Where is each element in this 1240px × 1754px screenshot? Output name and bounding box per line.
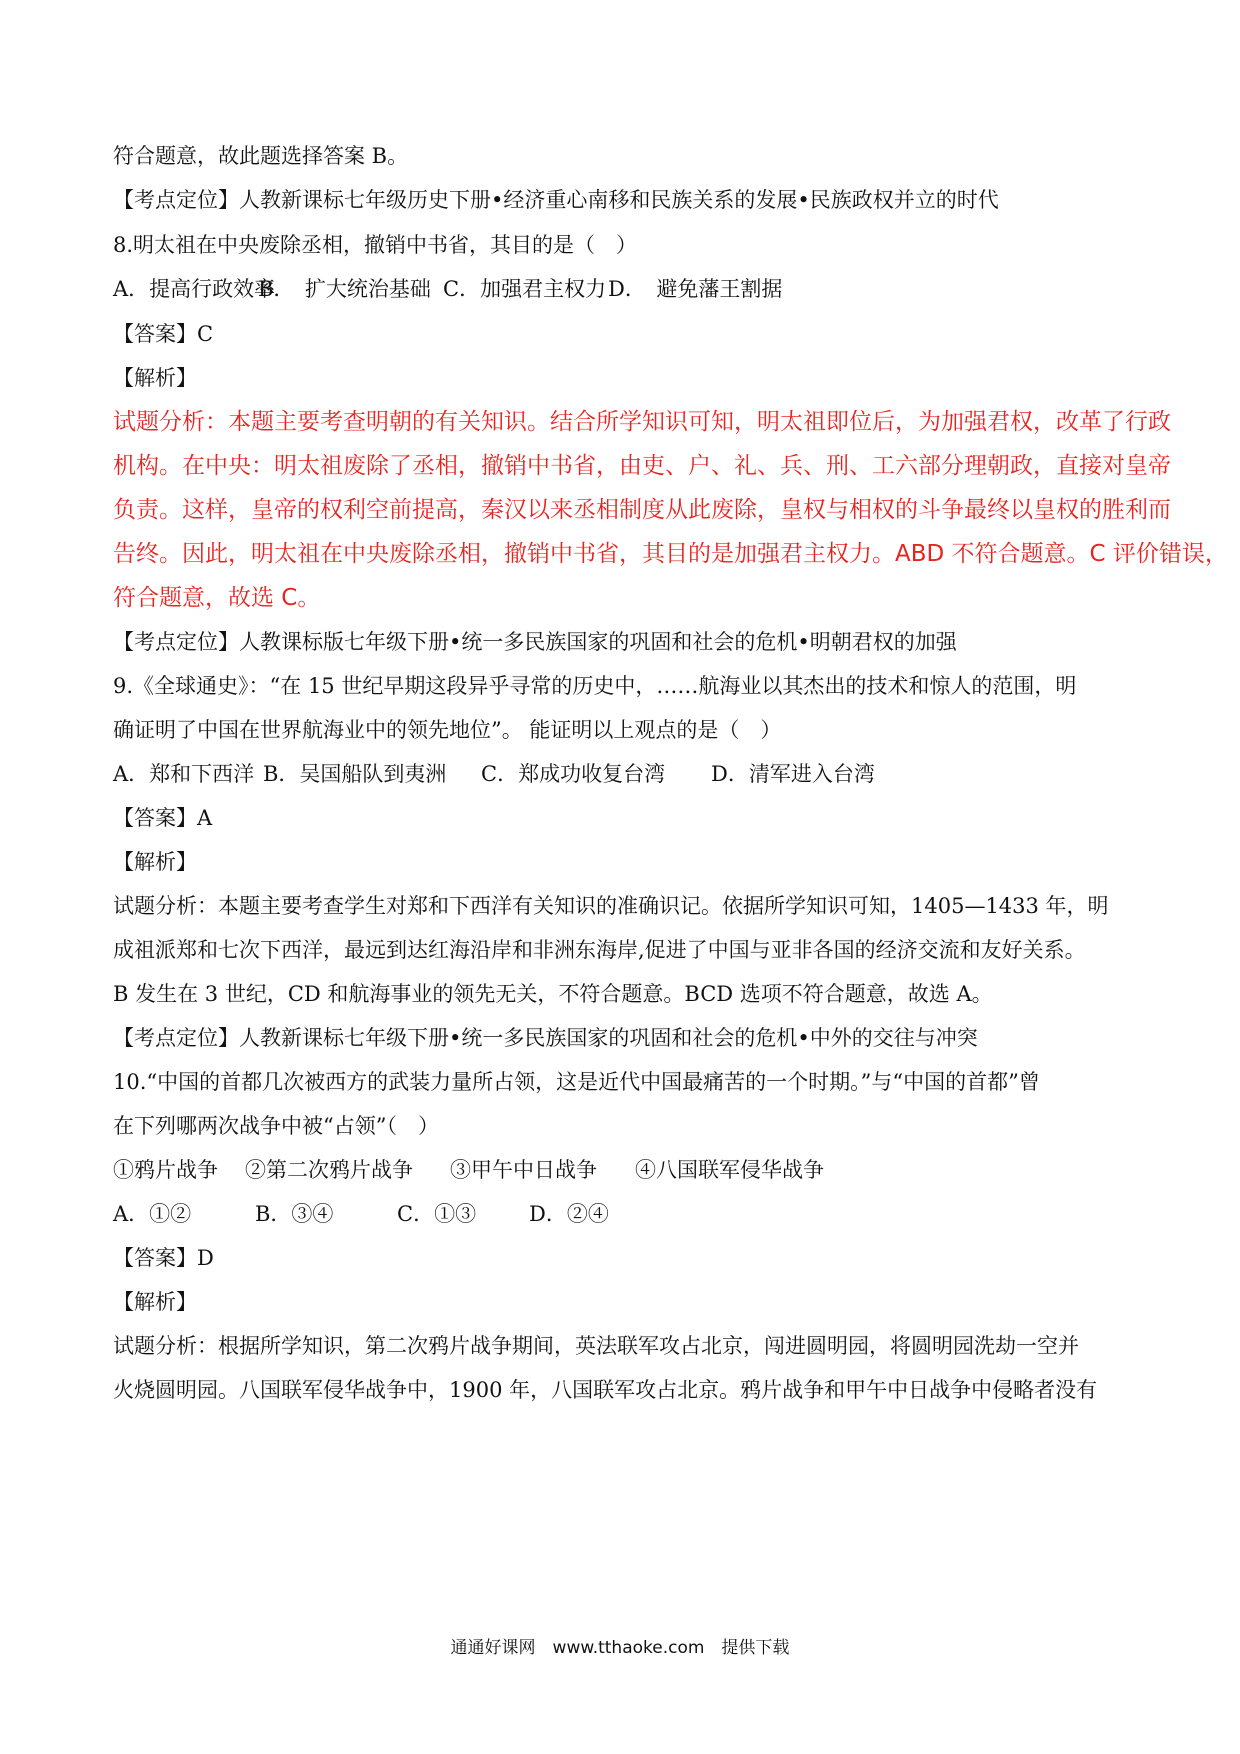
option-c: C．加强君主权力 [443, 277, 607, 301]
analysis-red-line: 符合题意，故选 C。 [113, 585, 321, 611]
answer: 【答案】C [113, 322, 214, 346]
option-a: A．提高行政效率 [113, 277, 276, 301]
page-footer: 通通好课网 www.tthaoke.com 提供下载 [450, 1638, 790, 1658]
option-b: B．③④ [255, 1202, 334, 1226]
question-8-options [113, 275, 1133, 303]
option-d: D． 避免藩王割据 [608, 277, 783, 301]
knowledge-point: 【考点定位】人教课标版七年级下册•统一多民族国家的巩固和社会的危机•明朝君权的加强 [113, 630, 957, 654]
question-9: 确证明了中国在世界航海业中的领先地位”。 能证明以上观点的是（ ） [113, 718, 782, 742]
question-10-options [113, 1200, 1133, 1228]
item-3: ③甲午中日战争 [450, 1158, 597, 1182]
option-c: C．郑成功收复台湾 [481, 762, 666, 786]
analysis-title: 【解析】 [113, 366, 197, 390]
answer: 【答案】D [113, 1246, 214, 1270]
option-a: A．①② [113, 1202, 192, 1226]
item-1: ①鸦片战争 [113, 1158, 218, 1182]
option-b: B．吴国船队到夷洲 [263, 762, 447, 786]
analysis-line: 试题分析：根据所学知识，第二次鸦片战争期间，英法联军攻占北京，闯进圆明园，将圆明园洗劫一空并 [113, 1334, 1079, 1358]
analysis-title: 【解析】 [113, 1290, 197, 1314]
analysis-title: 【解析】 [113, 850, 197, 874]
question-9: 9.《全球通史》：“在 15 世纪早期这段异乎寻常的历史中，……航海业以其杰出的技术和惊人的范围，明 [113, 674, 1077, 698]
text-line: 符合题意，故此题选择答案 B。 [113, 144, 409, 168]
analysis-red-line: 机构。在中央：明太祖废除了丞相，撤销中书省，由吏、户、礼、兵、刑、工六部分理朝政，直接对皇帝 [113, 453, 1171, 479]
option-b: B． 扩大统治基础 [258, 277, 431, 301]
analysis-line: B 发生在 3 世纪，CD 和航海事业的领先无关，不符合题意。BCD 选项不符合题意，故选 A。 [113, 982, 993, 1006]
question-10: 10.“中国的首都几次被西方的武装力量所占领，这是近代中国最痛苦的一个时期。”与“中国的首都”曾 [113, 1070, 1040, 1094]
option-c: C．①③ [397, 1202, 477, 1226]
option-d: D．清军进入台湾 [711, 762, 875, 786]
analysis-line: 试题分析：本题主要考查学生对郑和下西洋有关知识的准确识记。依据所学知识可知，1405—1433 年，明 [113, 894, 1109, 918]
question-10-items [113, 1156, 1133, 1184]
analysis-red-line: 告终。因此，明太祖在中央废除丞相，撤销中书省，其目的是加强君主权力。ABD 不符合题意。C 评价错误， [113, 541, 1228, 567]
option-d: D．②④ [529, 1202, 609, 1226]
question-10: 在下列哪两次战争中被“占领”（ ） [113, 1114, 439, 1138]
item-4: ④八国联军侵华战争 [635, 1158, 824, 1182]
analysis-line: 成祖派郑和七次下西洋，最远到达红海沿岸和非洲东海岸,促进了中国与亚非各国的经济交流和友好关系。 [113, 938, 1086, 962]
item-2: ②第二次鸦片战争 [245, 1158, 413, 1182]
analysis-red-line: 试题分析：本题主要考查明朝的有关知识。结合所学知识可知，明太祖即位后，为加强君权，改革了行政 [113, 409, 1171, 435]
option-a: A．郑和下西洋 [113, 762, 255, 786]
question-8: 8.明太祖在中央废除丞相，撤销中书省，其目的是（ ） [113, 233, 638, 257]
knowledge-point: 【考点定位】人教新课标七年级下册•统一多民族国家的巩固和社会的危机•中外的交往与冲突 [113, 1026, 978, 1050]
knowledge-point: 【考点定位】人教新课标七年级历史下册•经济重心南移和民族关系的发展•民族政权并立的时代 [113, 188, 999, 212]
analysis-line: 火烧圆明园。八国联军侵华战争中，1900 年，八国联军攻占北京。鸦片战争和甲午中日战争中侵略者没有 [113, 1378, 1098, 1402]
answer: 【答案】A [113, 806, 213, 830]
analysis-red-line: 负责。这样，皇帝的权利空前提高，秦汉以来丞相制度从此废除，皇权与相权的斗争最终以皇权的胜利而 [113, 497, 1171, 523]
question-9-options [113, 760, 1133, 788]
